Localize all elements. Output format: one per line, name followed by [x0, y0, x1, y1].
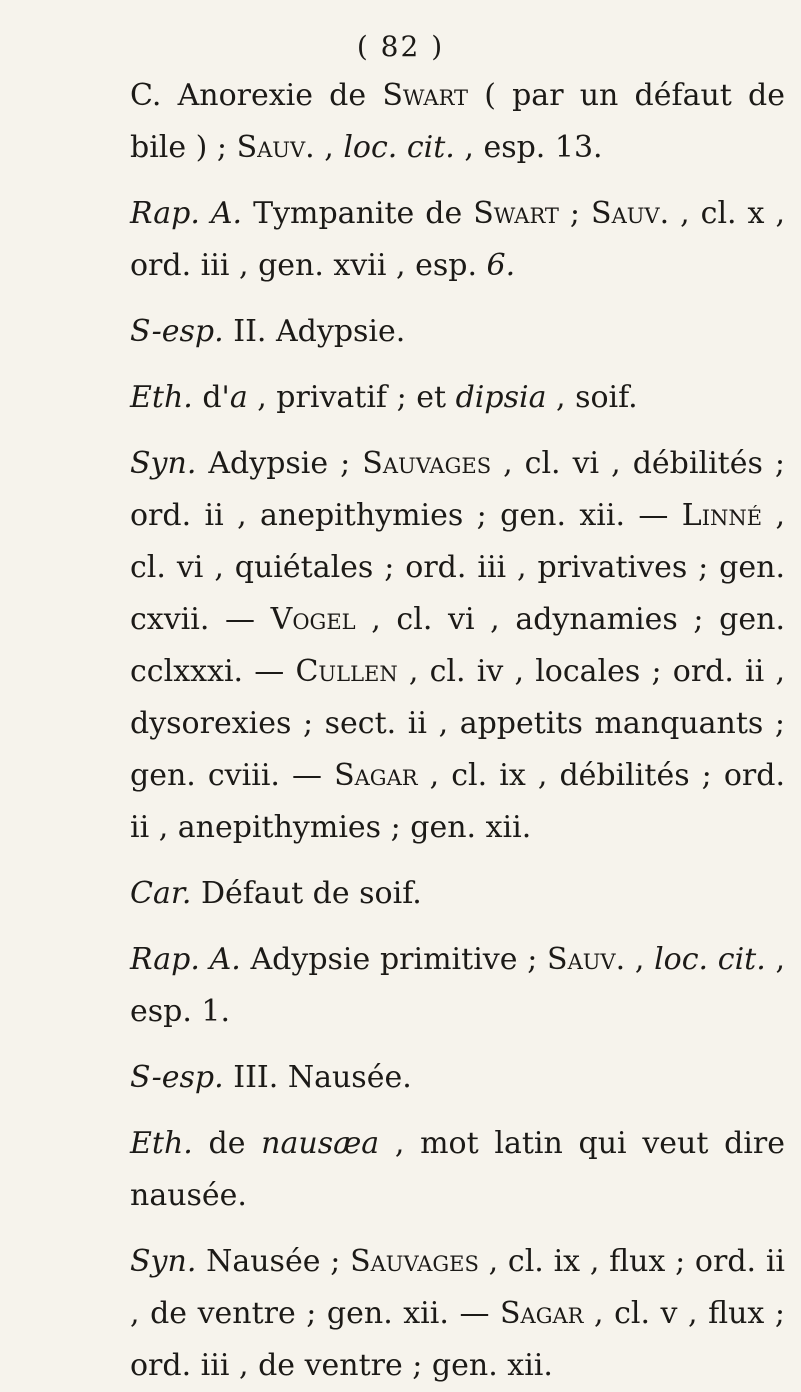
text-run: Nausée ; [196, 1244, 351, 1279]
italic-term: loc. cit. [343, 130, 455, 165]
entry-label: Eth. [130, 1126, 193, 1161]
text-run: , cl. x , ord. iii , gen. xvii , esp. [130, 196, 785, 283]
text-run: , soif. [546, 380, 638, 415]
paragraph [130, 70, 785, 174]
italic-term: loc. cit. [654, 942, 766, 977]
text-run: , cl. vi , adynamies ; gen. cclxxxi. — [130, 602, 785, 689]
italic-term: 6. [486, 248, 516, 283]
paragraph [130, 1052, 785, 1104]
text-run: , cl. v , flux ; ord. iii , de ventre ; gen. xii. [130, 1296, 785, 1383]
text-run: , cl. ix , flux ; ord. ii , de ventre ; gen. xii. — [130, 1244, 786, 1331]
text-run: ; [558, 196, 592, 231]
entry-label: Rap. A. [130, 196, 243, 231]
author-name: Sauv. [547, 942, 626, 977]
entry-label: Eth. [130, 380, 193, 415]
text-run: Défaut de soif. [191, 876, 422, 911]
entry-label: Car. [130, 876, 192, 911]
text-run: , esp. 13. [454, 130, 603, 165]
entry-label: S-esp. [130, 314, 224, 349]
author-name: Sagar [334, 758, 418, 793]
entry-label: Rap. A. [130, 942, 241, 977]
paragraph [130, 1118, 785, 1222]
text-run: , cl. ix , débilités ; ord. ii , anepithymies ; gen. xii. [130, 758, 785, 845]
entry-label: S-esp. [130, 1060, 224, 1095]
text-run: , mot latin qui veut dire nausée. [130, 1126, 785, 1213]
italic-term: a [229, 380, 248, 415]
text-run: ( par un défaut de bile ) ; [130, 78, 785, 165]
text-run: III. Nausée. [223, 1060, 412, 1095]
text-run: , [625, 942, 655, 977]
italic-term: dipsia [455, 380, 547, 415]
author-name: Sauvages [362, 446, 492, 481]
text-run: , cl. iv , locales ; ord. ii , dysorexies ; sect. ii , appetits manquants ; gen. cviii. — [130, 654, 785, 793]
paragraph [130, 188, 785, 292]
entry-label: Syn. [130, 446, 197, 481]
author-name: Sauv. [591, 196, 670, 231]
author-name: Vogel [270, 602, 356, 637]
text-run: , [314, 130, 344, 165]
author-name: Sauv. [236, 130, 315, 165]
author-name: Cullen [295, 654, 398, 689]
page-text [130, 70, 785, 1392]
paragraph [130, 438, 785, 854]
text-run: , cl. vi , débilités ; ord. ii , anepithymies ; gen. xii. — [130, 446, 785, 533]
paragraph [130, 306, 785, 358]
author-name: Sagar [499, 1296, 584, 1331]
paragraph [130, 868, 785, 920]
italic-term: nausæa [261, 1126, 380, 1161]
text-run: , privatif ; et [247, 380, 456, 415]
text-run: Adypsie ; [196, 446, 363, 481]
paragraph [130, 934, 785, 1038]
author-name: Linné [681, 498, 763, 533]
text-run: , esp. 1. [130, 942, 785, 1029]
text-run: C. Anorexie de [130, 78, 383, 113]
text-run: de [192, 1126, 262, 1161]
text-run: II. Adypsie. [223, 314, 406, 349]
text-run: d' [192, 380, 230, 415]
author-name: Swart [473, 196, 559, 231]
text-run: Tympanite de [242, 196, 474, 231]
author-name: Sauvages [350, 1244, 479, 1279]
paragraph [130, 1236, 785, 1392]
text-run: Adypsie primitive ; [240, 942, 548, 977]
text-run: , cl. vi , quiétales ; ord. iii , privatives ; gen. cxvii. — [130, 498, 785, 637]
author-name: Swart [382, 78, 469, 113]
entry-label: Syn. [130, 1244, 197, 1279]
page-number: ( 82 ) [356, 30, 445, 63]
paragraph [130, 372, 785, 424]
